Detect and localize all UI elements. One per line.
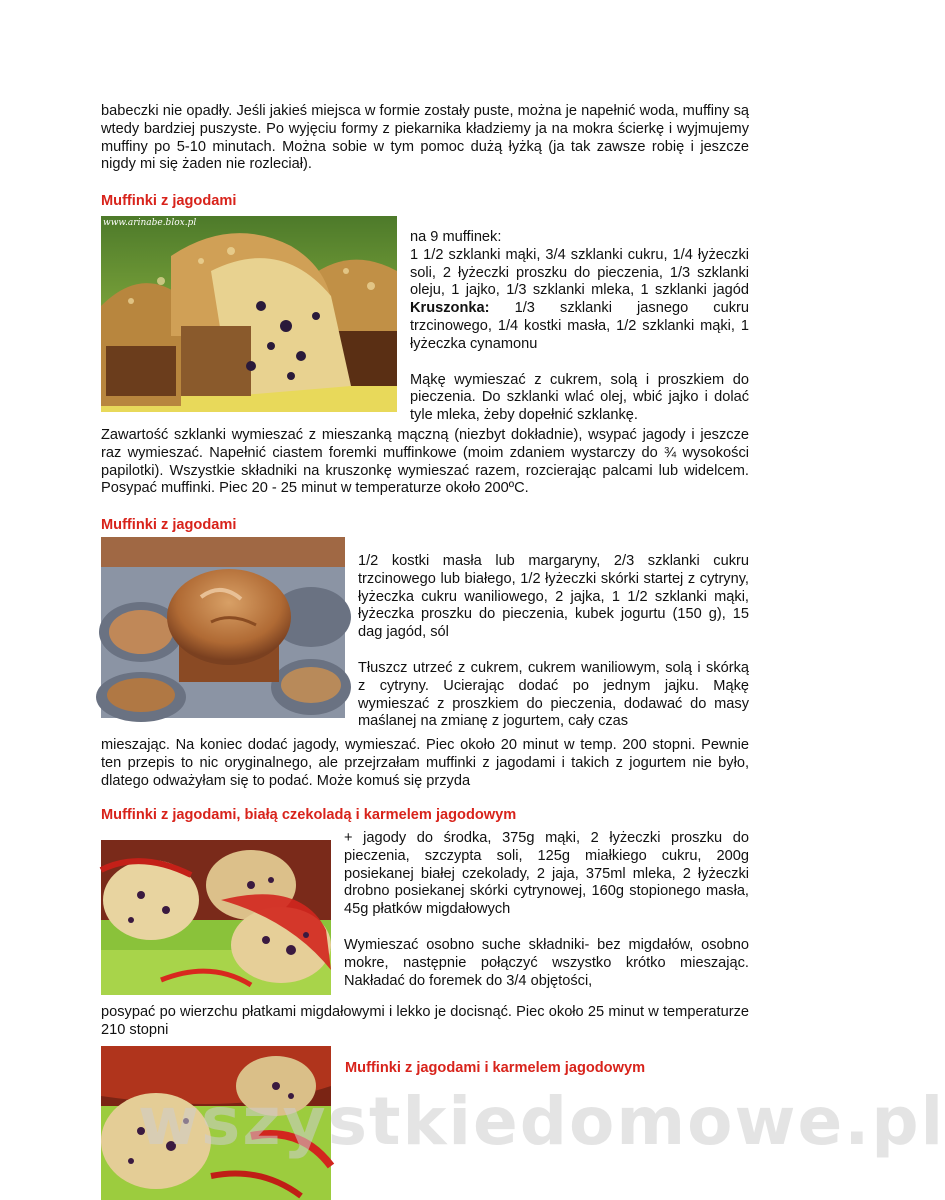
recipe-3-method-wrap: Wymieszać osobno suche składniki- bez migdałów, osobno mokre, następnie połączyć wszystko krótko mieszając. Nakładać do foremek do 3/4 objętości, bbox=[344, 936, 749, 989]
recipe-2-method-wrap: Tłuszcz utrzeć z cukrem, cukrem waniliowym, solą i skórką z cytryny. Ucierając dodać po jednym jajku. Mąkę wymieszać z proszkiem do pieczenia, dodawać do masy maślanej na zmianę z jogurtem, cały czas bbox=[358, 659, 749, 730]
recipe-1-method-wrap: Mąkę wymieszać z cukrem, solą i proszkiem do pieczenia. Do szklanki wlać olej, wbić jajko i dolać tyle mleka, żeby dopełnić szklankę. bbox=[410, 371, 749, 424]
recipe-4-photo bbox=[101, 1046, 331, 1200]
recipe-3-method: posypać po wierzchu płatkami migdałowymi i lekko je docisnąć. Piec około 25 minut w temperaturze 210 stopni bbox=[101, 1004, 749, 1038]
topping-label: Kruszonka: bbox=[410, 300, 490, 317]
intro-paragraph: babeczki nie opadły. Jeśli jakieś miejsca w formie zostały puste, można je napełnić woda, muffiny są wtedy bardziej puszyste. Po wyjęciu formy z piekarnika kładziemy ja na mokra ścierkę i wyjmujemy muffiny po 5-10 minutach. Można sobie w tym pomoc dużą łyżką (ja tak zawsze robię i jeszcze nigdy mi się żaden nie rozleciał). bbox=[101, 103, 749, 173]
recipe-3-title: Muffinki z jagodami, białą czekoladą i karmelem jagodowym bbox=[101, 807, 517, 823]
recipe-1-title: Muffinki z jagodami bbox=[101, 193, 237, 209]
recipe-2-title: Muffinki z jagodami bbox=[101, 517, 237, 533]
recipe-2-ingredients: 1/2 kostki masła lub margaryny, 2/3 szklanki cukru trzcinowego lub białego, 1/2 łyżeczki skórki startej z cytryny, łyżeczka cukru waniliowego, 2 jajka, 1 1/2 szklanki mąki, łyżeczka proszku do pieczenia, kubek jogurtu (150 g), 15 dag jagód, sól Tłuszcz utrzeć z cukrem, cukrem waniliowym, solą i skórką z cytryny. Ucierając dodać po jednym jajku. Mąkę wymieszać z proszkiem do pieczenia, dodawać do masy maślanej na zmianę z jogurtem, cały czas bbox=[358, 553, 749, 730]
document-page bbox=[101, 0, 749, 1200]
recipe-3-ingredients: + jagody do środka, 375g mąki, 2 łyżeczki proszku do pieczenia, szczypta soli, 125g miałkiego cukru, 200g posiekanej białej czekolady, 2 jaja, 375ml mleka, 2 łyżeczki drobno posiekanej skórki cytrynowej, 160g stopionego masła, 45g płatków migdałowych Wymieszać osobno suche składniki- bez migdałów, osobno mokre, następnie połączyć wszystko krótko mieszając. Nakładać do foremek do 3/4 objętości, bbox=[344, 830, 749, 989]
photo-watermark: www.arinabe.blox.pl bbox=[103, 218, 197, 228]
recipe-1-ingredient-list: 1 1/2 szklanki mąki, 3/4 szklanki cukru, 1/4 łyżeczki soli, 2 łyżeczki proszku do pieczenia, 1/3 szklanki oleju, 1 jajko, 1/3 szklanki mleka, 1 szklanki jagód Kruszonka: 1/3 szklanki jasnego cukru trzcinowego, 1/4 kostki masła, 1/2 szklanki mąki, 1 łyżeczka cynamonu bbox=[410, 246, 749, 352]
recipe-2-method: mieszając. Na koniec dodać jagody, wymieszać. Piec około 20 minut w temp. 200 stopni. Pewnie ten przepis to nic oryginalnego, ale przejrzałam muffinki z jagodami i takich z jogurtem nie było, dlatego odważyłam się to podać. Może komuś się przyda bbox=[101, 737, 749, 789]
recipe-3-photo bbox=[101, 840, 331, 995]
recipe-1-method: Zawartość szklanki wymieszać z mieszanką mączną (niezbyt dokładnie), wsypać jagody i jeszcze raz wymieszać. Napełnić ciastem foremki muffinkowe (moim zdaniem wystarczy do ¾ wysokości papilotki). Wszystkie składniki na kruszonkę wymieszać razem, rozcierając palcami lub widelcem. Posypać muffinki. Piec 20 - 25 minut w temperaturze około 200ºC. bbox=[101, 427, 749, 497]
recipe-1-photo bbox=[101, 216, 397, 412]
recipe-1-ingredients: na 9 muffinek: 1 1/2 szklanki mąki, 3/4 szklanki cukru, 1/4 łyżeczki soli, 2 łyżeczki proszku do pieczenia, 1/3 szklanki oleju, 1 jajko, 1/3 szklanki mleka, 1 szklanki jagód Kruszonka: 1/3 szklanki jasnego cukru trzcinowego, 1/4 kostki masła, 1/2 szklanki mąki, 1 łyżeczka cynamonu Mąkę wymieszać z cukrem, solą i proszkiem do pieczenia. Do szklanki wlać olej, wbić jajko i dolać tyle mleka, żeby dopełnić szklankę. bbox=[410, 229, 749, 424]
site-watermark: wszystkiedomowe.pl bbox=[138, 1083, 945, 1160]
recipe-4-title: Muffinki z jagodami i karmelem jagodowym bbox=[345, 1060, 646, 1076]
recipe-2-photo bbox=[101, 537, 345, 718]
